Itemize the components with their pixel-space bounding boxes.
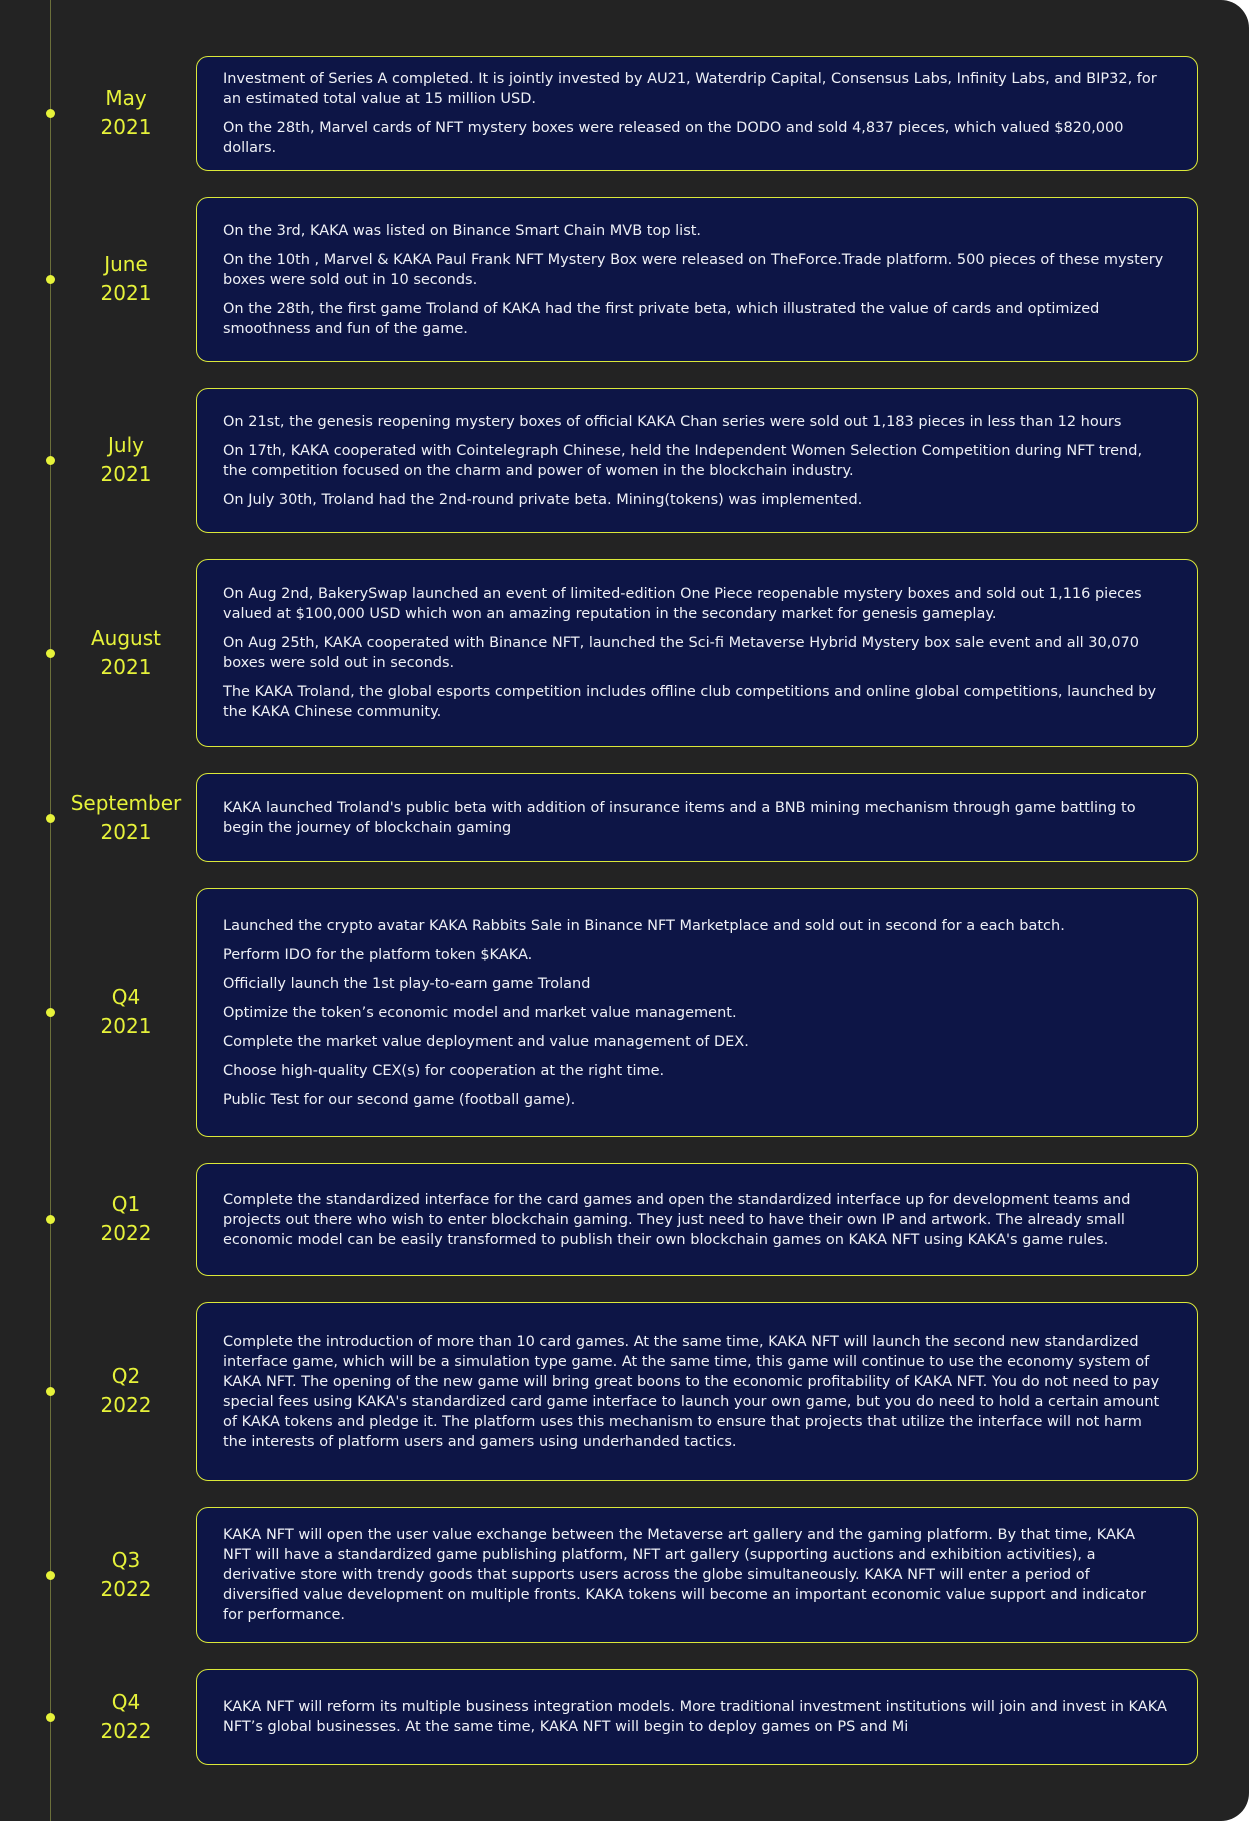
milestone-card bbox=[196, 1302, 1198, 1481]
milestone-date bbox=[60, 1546, 192, 1604]
milestone-period: Q2 bbox=[111, 1364, 141, 1388]
milestone-date bbox=[60, 1190, 192, 1248]
milestone-date bbox=[60, 1688, 192, 1746]
milestone-date bbox=[60, 250, 192, 308]
timeline-dot bbox=[46, 456, 55, 465]
milestone-period: Q4 bbox=[111, 1690, 141, 1714]
milestone-card bbox=[196, 559, 1198, 747]
timeline-dot bbox=[46, 109, 55, 118]
timeline-dot bbox=[46, 1215, 55, 1224]
milestone-year: 2022 bbox=[100, 1221, 152, 1245]
milestone-item: Complete the introduction of more than 10 card games. At the same time, KAKA NFT will launch the second new standardized interface game, which will be a simulation type game. At the same time, this game will continue to use the economy system of KAKA NFT. The opening of the new game will bring great boons to the economic profitability of KAKA NFT. You do not need to pay special fees using KAKA's standardized card game interface to launch your own game, but you do need to hold a certain amount of KAKA tokens and pledge it. The platform uses this mechanism to ensure that projects that utilize the interface will not harm the interests of platform users and gamers using underhanded tactics. bbox=[223, 1333, 1160, 1450]
milestone-item: Perform IDO for the platform token $KAKA. bbox=[223, 946, 533, 963]
timeline-dot bbox=[46, 275, 55, 284]
milestone-item: On the 28th, the first game Troland of KAKA had the first private beta, which illustrated the value of cards and optimized smoothness and fun of the game. bbox=[223, 300, 1100, 337]
milestone-period: August bbox=[91, 626, 161, 650]
milestone-item: Complete the standardized interface for the card games and open the standardized interface up for development teams and projects out there who wish to enter blockchain gaming. They just need to have their own IP and artwork. The already small economic model can be easily transformed to publish their own blockchain games on KAKA NFT using KAKA's game rules. bbox=[223, 1191, 1131, 1248]
milestone-item: On Aug 2nd, BakerySwap launched an event of limited-edition One Piece reopenable mystery boxes and sold out 1,116 pieces valued at $100,000 USD which won an amazing reputation in the secondary market for genesis gameplay. bbox=[223, 586, 1142, 622]
milestone-item: On the 28th, Marvel cards of NFT mystery boxes were released on the DODO and sold 4,837 pieces, which valued $820,000 dollars. bbox=[223, 120, 1124, 156]
milestone-period: September bbox=[70, 791, 182, 815]
milestone-year: 2022 bbox=[100, 1577, 152, 1601]
milestone-item: Choose high-quality CEX(s) for cooperation at the right time. bbox=[223, 1062, 665, 1079]
milestone-item: Public Test for our second game (football game). bbox=[223, 1091, 576, 1108]
milestone-period: June bbox=[104, 252, 148, 276]
milestone-item: KAKA NFT will reform its multiple business integration models. More traditional investment institutions will join and invest in KAKA NFT’s global businesses. At the same time, KAKA NFT will begin to deploy games on PS and Mi bbox=[223, 1699, 1167, 1735]
timeline-dot bbox=[46, 1571, 55, 1580]
milestone-period: July bbox=[108, 433, 144, 457]
milestone-year: 2022 bbox=[100, 1393, 152, 1417]
milestone-period: Q4 bbox=[111, 985, 141, 1009]
timeline-line bbox=[50, 0, 51, 1821]
timeline-dot bbox=[46, 1387, 55, 1396]
milestone-card bbox=[196, 1669, 1198, 1765]
milestone-item: KAKA NFT will open the user value exchange between the Metaverse art gallery and the gaming platform. By that time, KAKA NFT will have a standardized game publishing platform, NFT art gallery (supporting auctions and exhibition activities), a derivative store with trendy goods that supports users across the globe simultaneously. KAKA NFT will enter a period of diversified value development on multiple fronts. KAKA tokens will become an important economic value support and indicator for performance. bbox=[223, 1527, 1146, 1623]
milestone-year: 2021 bbox=[100, 1014, 152, 1038]
milestone-date bbox=[60, 84, 192, 142]
milestone-year: 2021 bbox=[100, 820, 152, 844]
milestone-item: On 17th, KAKA cooperated with Cointelegraph Chinese, held the Independent Women Selection Competition during NFT trend, the competition focused on the charm and power of women in the blockchain industry. bbox=[223, 442, 1143, 479]
milestone-date bbox=[60, 624, 192, 682]
milestone-period: Q1 bbox=[111, 1192, 141, 1216]
milestone-year: 2021 bbox=[100, 281, 152, 305]
milestone-card bbox=[196, 773, 1198, 862]
timeline-dot bbox=[46, 814, 55, 823]
timeline-dot bbox=[46, 1008, 55, 1017]
milestone-year: 2022 bbox=[100, 1719, 152, 1743]
milestone-date bbox=[60, 1362, 192, 1420]
milestone-date bbox=[60, 789, 192, 847]
milestone-card bbox=[196, 1163, 1198, 1276]
milestone-item: On Aug 25th, KAKA cooperated with Binance NFT, launched the Sci-fi Metaverse Hybrid Mystery box sale event and all 30,070 boxes were sold out in seconds. bbox=[223, 635, 1139, 671]
milestone-item: Complete the market value deployment and value management of DEX. bbox=[223, 1033, 749, 1050]
milestone-item: KAKA launched Troland's public beta with addition of insurance items and a BNB mining mechanism through game battling to begin the journey of blockchain gaming bbox=[223, 799, 1136, 836]
milestone-item: Optimize the token’s economic model and market value management. bbox=[223, 1004, 737, 1021]
milestone-card bbox=[196, 1507, 1198, 1643]
milestone-item: Officially launch the 1st play-to-earn game Troland bbox=[223, 975, 591, 992]
timeline-dot bbox=[46, 1713, 55, 1722]
timeline-dot bbox=[46, 649, 55, 658]
milestone-item: On the 3rd, KAKA was listed on Binance Smart Chain MVB top list. bbox=[223, 222, 702, 239]
milestone-year: 2021 bbox=[100, 462, 152, 486]
milestone-period: May bbox=[105, 86, 147, 110]
milestone-year: 2021 bbox=[100, 655, 152, 679]
milestone-card bbox=[196, 197, 1198, 362]
milestone-item: The KAKA Troland, the global esports competition includes offline club competitions and online global competitions, launched by the KAKA Chinese community. bbox=[223, 684, 1157, 720]
milestone-card bbox=[196, 56, 1198, 171]
milestone-item: On 21st, the genesis reopening mystery boxes of official KAKA Chan series were sold out 1,183 pieces in less than 12 hours bbox=[223, 413, 1122, 430]
milestone-item: Investment of Series A completed. It is jointly invested by AU21, Waterdrip Capital, Consensus Labs, Infinity Labs, and BIP32, for an estimated total value at 15 million USD. bbox=[223, 71, 1157, 107]
milestone-item: Launched the crypto avatar KAKA Rabbits Sale in Binance NFT Marketplace and sold out in second for a each batch. bbox=[223, 917, 1065, 934]
milestone-date bbox=[60, 431, 192, 489]
milestone-card bbox=[196, 888, 1198, 1137]
milestone-year: 2021 bbox=[100, 115, 152, 139]
milestone-item: On the 10th , Marvel & KAKA Paul Frank NFT Mystery Box were released on TheForce.Trade platform. 500 pieces of these mystery boxes were sold out in 10 seconds. bbox=[223, 251, 1164, 288]
milestone-card bbox=[196, 388, 1198, 533]
milestone-item: On July 30th, Troland had the 2nd-round private beta. Mining(tokens) was implemented. bbox=[223, 491, 863, 508]
milestone-date bbox=[60, 983, 192, 1041]
milestone-period: Q3 bbox=[111, 1548, 141, 1572]
